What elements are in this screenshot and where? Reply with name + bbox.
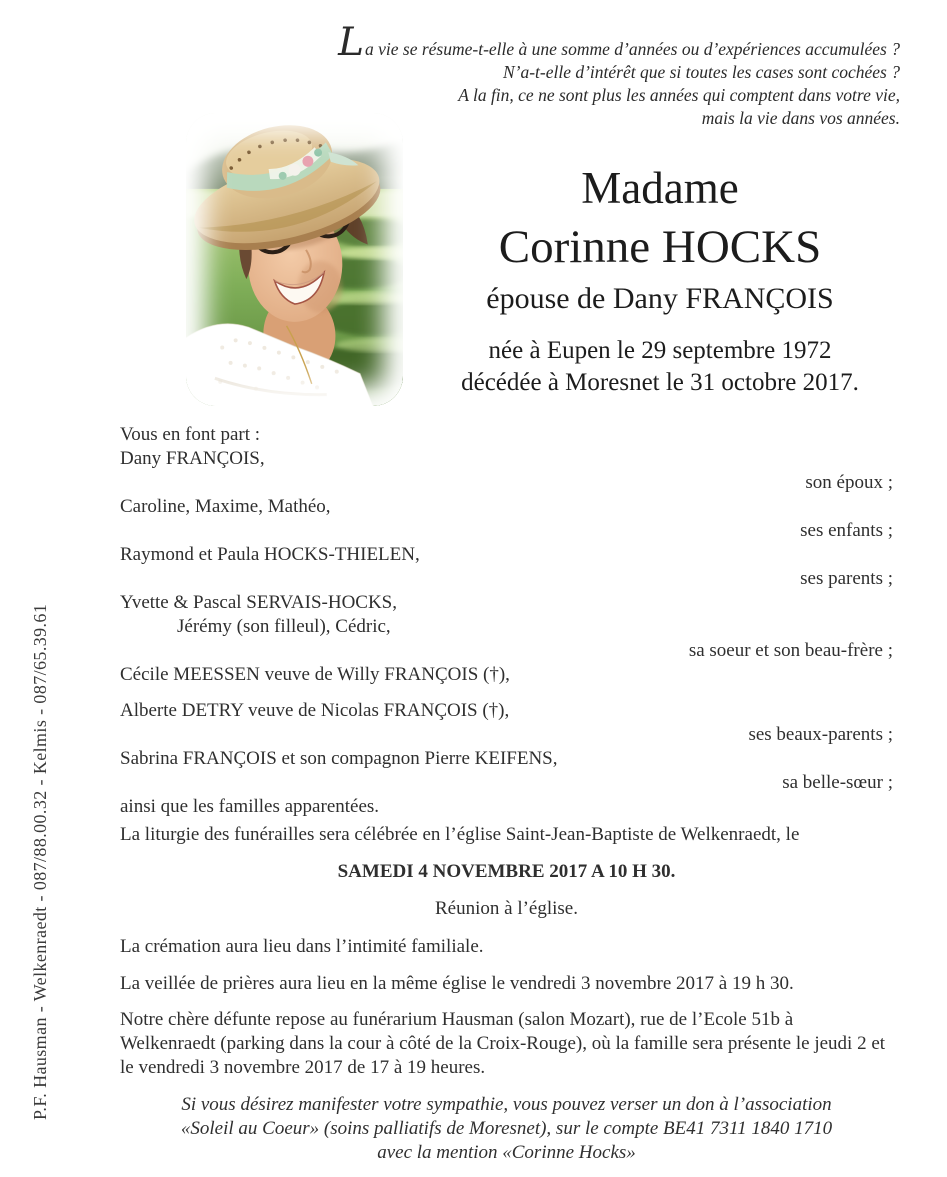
family-names: Caroline, Maxime, Mathéo,: [120, 496, 331, 517]
quote-line-3: A la fin, ce ne sont plus les années qui comptent dans votre vie,: [458, 85, 900, 105]
vigil-line: La veillée de prières aura lieu en la même église le vendredi 3 novembre 2017 à 19 h 30.: [120, 973, 794, 994]
portrait-photo: [186, 113, 403, 406]
family-relation: ses beaux-parents ;: [748, 724, 893, 745]
family-relation: son époux ;: [805, 472, 893, 493]
quote-line-2: N’a-t-elle d’intérêt que si toutes les cases sont cochées ?: [502, 62, 900, 82]
meeting-line: Réunion à l’église.: [435, 898, 578, 919]
ceremony-datetime: SAMEDI 4 NOVEMBRE 2017 A 10 H 30.: [337, 861, 676, 882]
donation-line-3: avec la mention «Corinne Hocks»: [377, 1142, 636, 1163]
announcement-body: [120, 423, 893, 1165]
family-relation: sa belle-sœur ;: [782, 772, 893, 793]
family-names: Dany FRANÇOIS,: [120, 448, 265, 469]
donation-paragraph: [120, 1093, 893, 1165]
portrait-illustration: [186, 113, 403, 406]
family-relation: sa soeur et son beau-frère ;: [688, 640, 893, 661]
deceased-spouse-line: épouse de Dany FRANÇOIS: [486, 282, 834, 315]
family-relation: ses enfants ;: [800, 520, 893, 541]
cremation-line: La crémation aura lieu dans l’intimité familiale.: [120, 936, 484, 957]
donation-line-2: «Soleil au Coeur» (soins palliatifs de Moresnet), sur le compte BE41 7311 1840 1710: [180, 1118, 833, 1139]
family-names: Sabrina FRANÇOIS et son compagnon Pierre KEIFENS,: [120, 748, 558, 769]
deceased-title: Madame: [581, 163, 739, 213]
announcement-closing: ainsi que les familles apparentées.: [120, 796, 380, 817]
funeral-home-info: P.F. Hausman - Welkenraedt - 087/88.00.32 - Kelmis - 087/65.39.61: [30, 603, 50, 1121]
repose-paragraph: Notre chère défunte repose au funérarium Hausman (salon Mozart), rue de l’Ecole 51b à Welkenraedt (parking dans la cour à côté de la Croix-Rouge), où la famille sera présente le jeudi 2 et le vendredi 3 novembre 2017 de 17 à 19 heures.: [120, 1009, 886, 1078]
family-names: Raymond et Paula HOCKS-THIELEN,: [120, 544, 420, 565]
family-names: Yvette & Pascal SERVAIS-HOCKS,: [120, 592, 398, 613]
donation-line-1: Si vous désirez manifester votre sympathie, vous pouvez verser un don à l’association: [181, 1094, 832, 1115]
family-names-indent: Jérémy (son filleul), Cédric,: [177, 616, 391, 637]
birth-line: née à Eupen le 29 septembre 1972: [488, 337, 832, 364]
quote-initial-letter: L: [338, 20, 365, 65]
family-names: Cécile MEESSEN veuve de Willy FRANÇOIS (†),: [120, 664, 510, 685]
quote-line-1: [260, 20, 900, 65]
deceased-header: [403, 160, 917, 398]
deceased-name: Corinne HOCKS: [498, 221, 822, 273]
death-line: décédée à Moresnet le 31 octobre 2017.: [461, 369, 859, 396]
liturgy-line: La liturgie des funérailles sera célébrée en l’église Saint-Jean-Baptiste de Welkenraedt, le: [120, 824, 800, 845]
announcement-intro: Vous en font part :: [120, 424, 261, 445]
family-names: Alberte DETRY veuve de Nicolas FRANÇOIS (†),: [120, 700, 510, 721]
quote-line-4: mais la vie dans vos années.: [701, 108, 900, 128]
quote-line-1-text: a vie se résume-t-elle à une somme d’années ou d’expériences accumulées ?: [364, 39, 900, 59]
family-relation: ses parents ;: [800, 568, 893, 589]
